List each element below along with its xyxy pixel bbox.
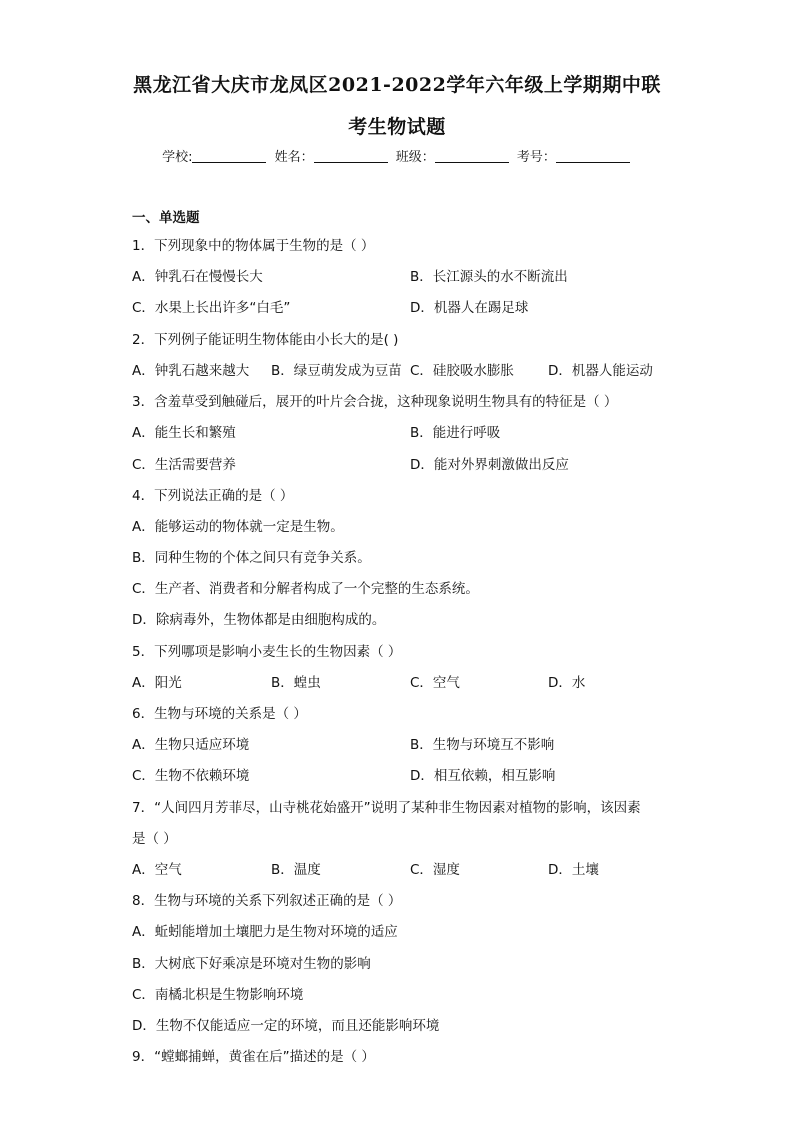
class-blank[interactable]: [435, 162, 509, 163]
number-label: 考号：: [516, 150, 556, 165]
question-7-option-a[interactable]: A．空气: [132, 862, 182, 878]
question-5-stem: 5．下列哪项是影响小麦生长的生物因素（ ）: [132, 644, 402, 660]
question-2-stem: 2．下列例子能证明生物体能由小长大的是( ): [132, 332, 399, 348]
name-label: 姓名：: [274, 150, 314, 165]
question-1-option-c[interactable]: C．水果上长出许多“白毛”: [132, 300, 291, 316]
question-6-option-a[interactable]: A．生物只适应环境: [132, 737, 250, 753]
question-5-option-a[interactable]: A．阳光: [132, 675, 182, 691]
question-7-option-c[interactable]: C．湿度: [410, 862, 460, 878]
question-1-option-d[interactable]: D．机器人在踢足球: [410, 300, 529, 316]
question-6-option-c[interactable]: C．生物不依赖环境: [132, 768, 250, 784]
school-label: 学校:: [162, 150, 193, 165]
class-label: 班级：: [395, 150, 435, 165]
question-3-stem: 3．含羞草受到触碰后，展开的叶片会合拢，这种现象说明生物具有的特征是（ ）: [132, 394, 618, 410]
question-7-option-d[interactable]: D．土壤: [548, 862, 599, 878]
question-6-option-d[interactable]: D．相互依赖，相互影响: [410, 768, 556, 784]
question-4-stem: 4．下列说法正确的是（ ）: [132, 488, 294, 504]
question-5-option-d[interactable]: D．水: [548, 675, 586, 691]
question-3-option-a[interactable]: A．能生长和繁殖: [132, 425, 236, 441]
question-2-option-c[interactable]: C．硅胶吸水膨胀: [410, 363, 514, 379]
student-info-row: [0, 146, 794, 165]
question-4-option-c[interactable]: C．生产者、消费者和分解者构成了一个完整的生态系统。: [132, 581, 479, 597]
name-blank[interactable]: [314, 162, 388, 163]
question-3-option-c[interactable]: C．生活需要营养: [132, 457, 236, 473]
document-title-line-1: 黑龙江省大庆市龙凤区2021-2022学年六年级上学期期中联: [133, 74, 661, 96]
question-1-option-a[interactable]: A．钟乳石在慢慢长大: [132, 269, 263, 285]
question-1-option-b[interactable]: B．长江源头的水不断流出: [410, 269, 568, 285]
section-title: 一、单选题: [132, 210, 200, 226]
question-8-option-d[interactable]: D．生物不仅能适应一定的环境，而且还能影响环境: [132, 1018, 440, 1034]
question-1-stem: 1．下列现象中的物体属于生物的是（ ）: [132, 238, 375, 254]
question-8-option-b[interactable]: B．大树底下好乘凉是环境对生物的影响: [132, 956, 371, 972]
question-2-option-a[interactable]: A．钟乳石越来越大: [132, 363, 250, 379]
question-5-option-b[interactable]: B．蝗虫: [271, 675, 321, 691]
question-4-option-a[interactable]: A．能够运动的物体就一定是生物。: [132, 519, 344, 535]
question-3-option-b[interactable]: B．能进行呼吸: [410, 425, 501, 441]
number-blank[interactable]: [556, 162, 630, 163]
question-7-stem-continued: 是（ ）: [132, 831, 177, 847]
question-4-option-b[interactable]: B．同种生物的个体之间只有竞争关系。: [132, 550, 371, 566]
question-8-stem: 8．生物与环境的关系下列叙述正确的是（ ）: [132, 893, 402, 909]
question-4-option-d[interactable]: D．除病毒外，生物体都是由细胞构成的。: [132, 612, 386, 628]
document-title-line-2: 考生物试题: [348, 116, 446, 138]
question-7-option-b[interactable]: B．温度: [271, 862, 321, 878]
question-6-option-b[interactable]: B．生物与环境互不影响: [410, 737, 555, 753]
question-2-option-b[interactable]: B．绿豆萌发成为豆苗: [271, 363, 402, 379]
question-7-stem: 7．“人间四月芳菲尽，山寺桃花始盛开”说明了某种非生物因素对植物的影响，该因素: [132, 800, 641, 816]
question-3-option-d[interactable]: D．能对外界刺激做出反应: [410, 457, 569, 473]
question-8-option-c[interactable]: C．南橘北枳是生物影响环境: [132, 987, 304, 1003]
question-2-option-d[interactable]: D．机器人能运动: [548, 363, 653, 379]
question-6-stem: 6．生物与环境的关系是（ ）: [132, 706, 307, 722]
question-8-option-a[interactable]: A．蚯蚓能增加土壤肥力是生物对环境的适应: [132, 924, 398, 940]
question-5-option-c[interactable]: C．空气: [410, 675, 460, 691]
school-blank[interactable]: [192, 162, 266, 163]
question-9-stem: 9．“螳螂捕蝉，黄雀在后”描述的是（ ）: [132, 1049, 375, 1065]
